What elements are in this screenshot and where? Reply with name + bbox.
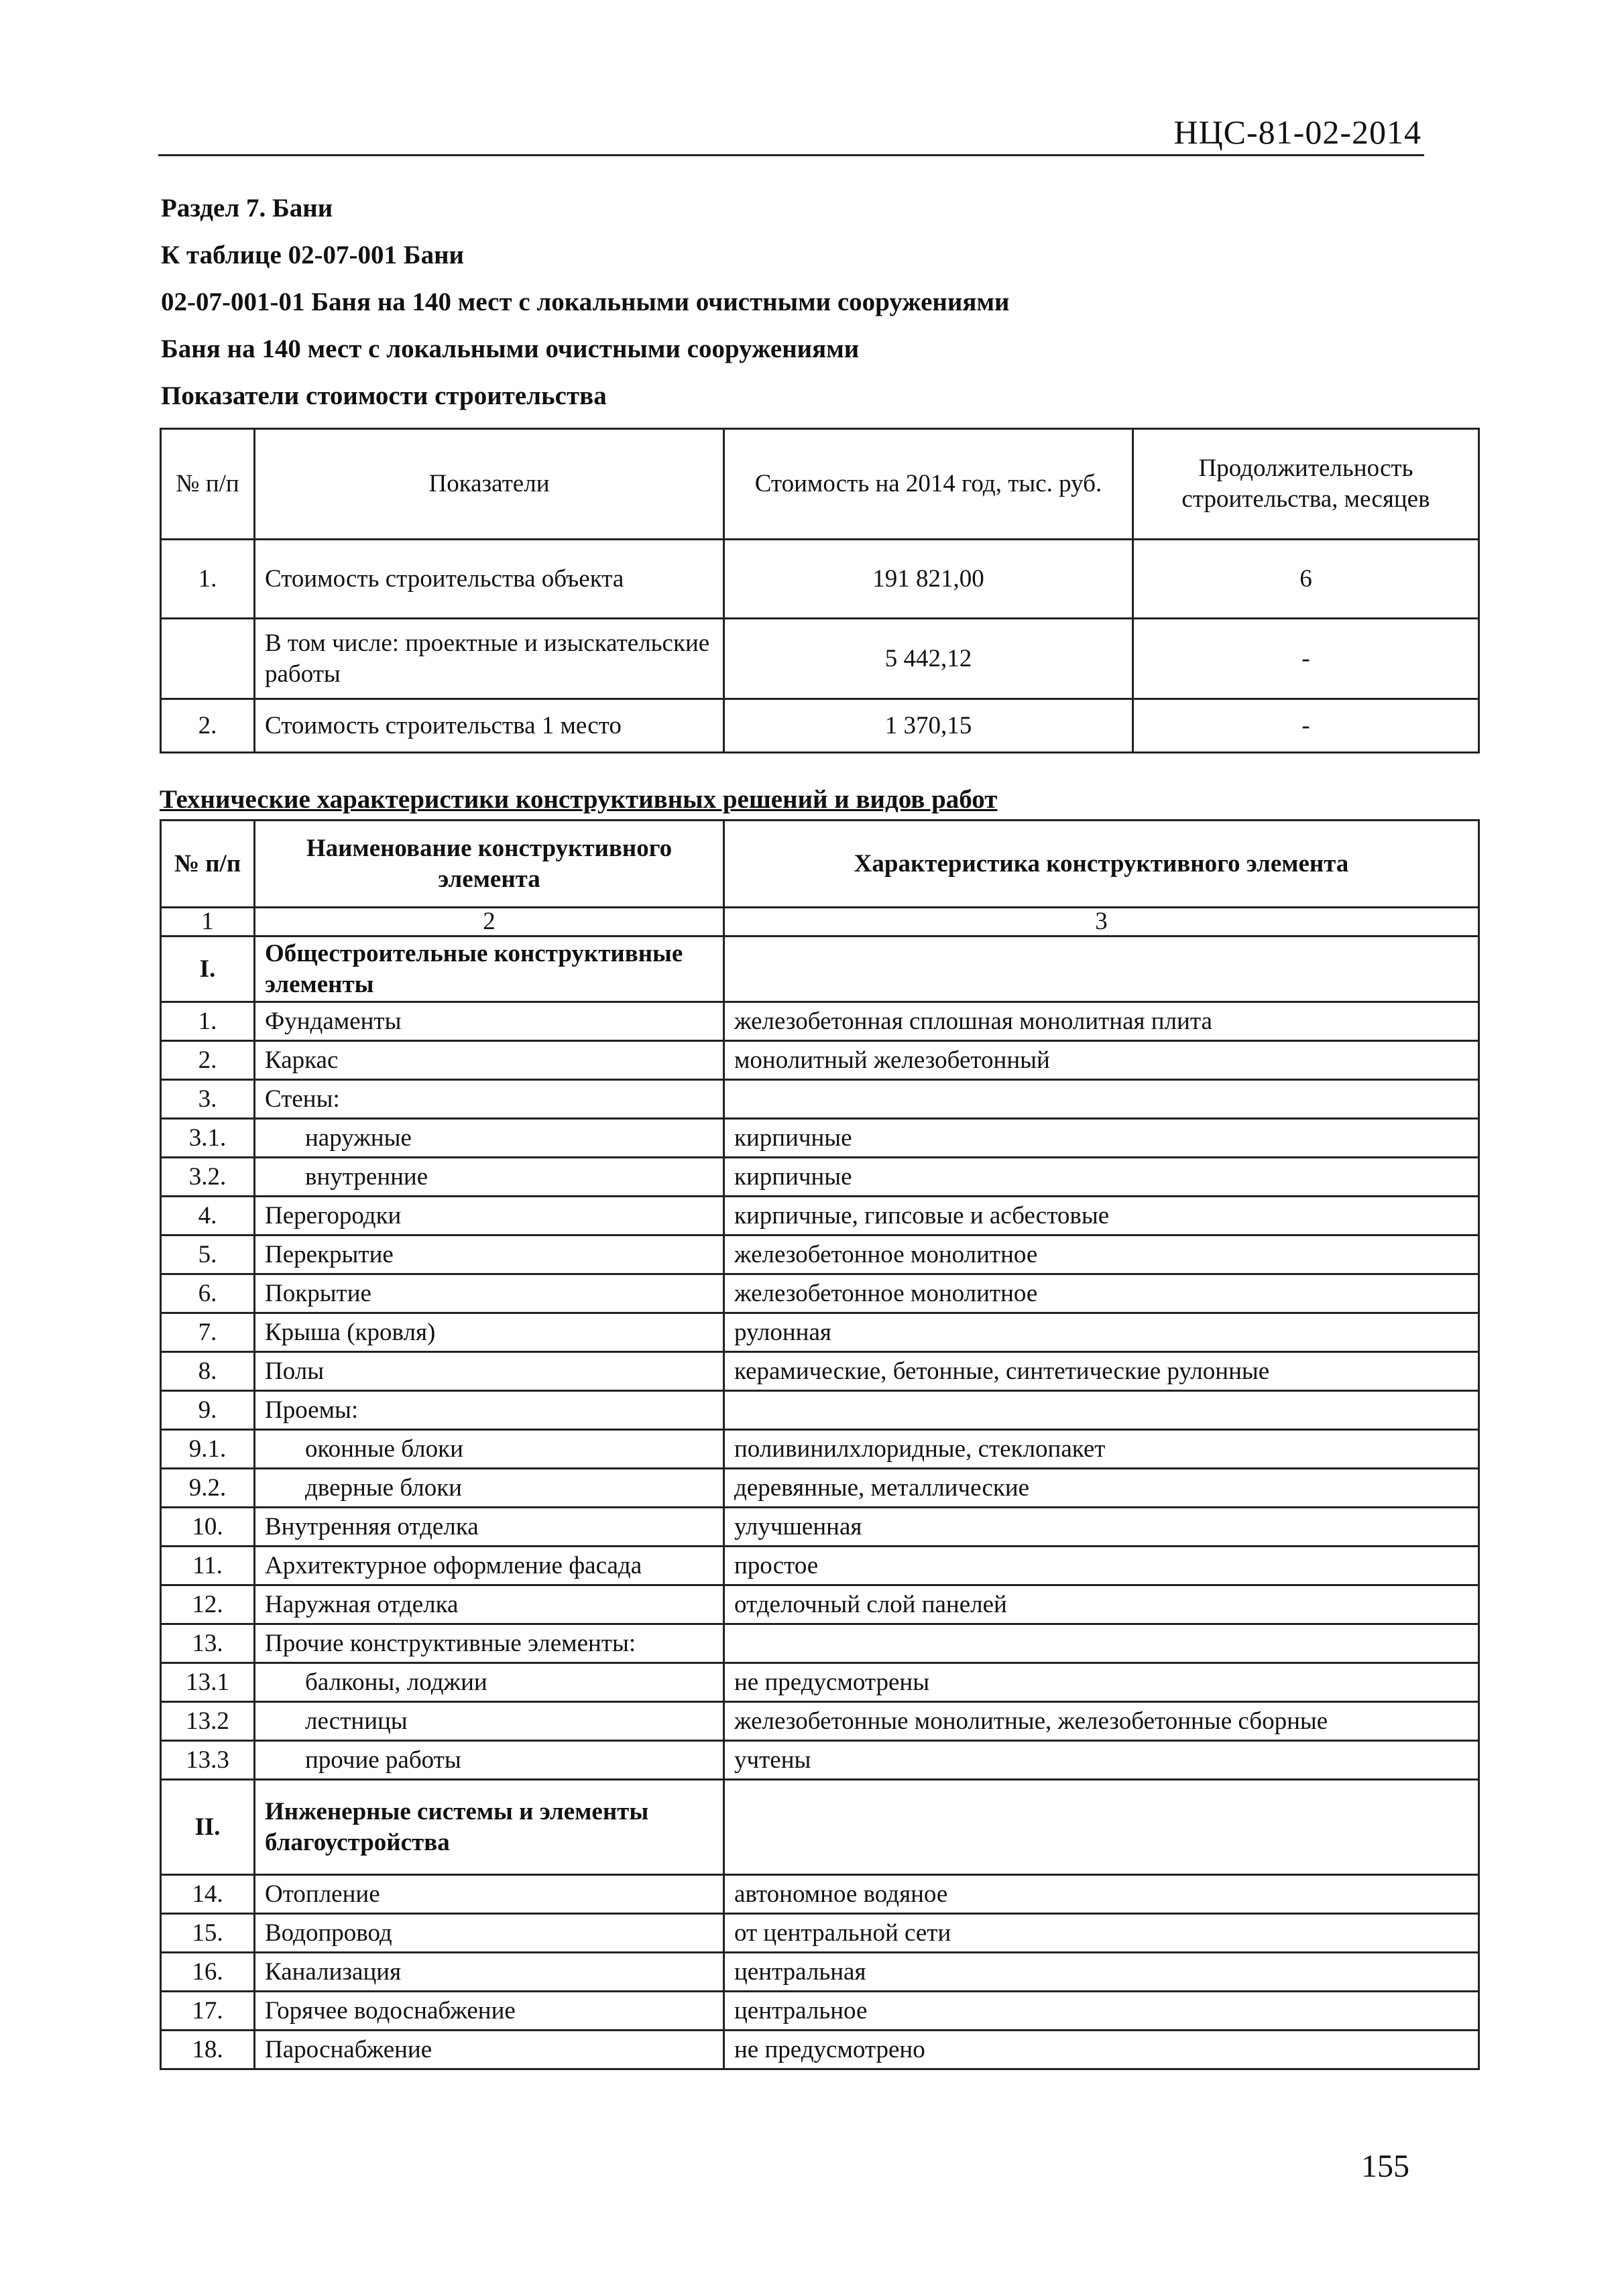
tech-row-number: 13.2 xyxy=(161,1702,255,1741)
tech-row-element: Перекрытие xyxy=(255,1235,724,1274)
tech-row-number: 3.2. xyxy=(161,1158,255,1197)
tech-characteristics-heading: Технические характеристики конструктивных решений и видов работ xyxy=(160,785,998,814)
tech-table-body xyxy=(161,936,1479,2069)
tech-table-row xyxy=(161,1469,1479,1508)
tech-row-characteristic xyxy=(724,1624,1479,1663)
cost-row-cost: 191 821,00 xyxy=(724,540,1133,619)
tech-table-row xyxy=(161,1508,1479,1547)
tech-row-element: Водопровод xyxy=(255,1914,724,1953)
tech-row-characteristic: керамические, бетонные, синтетические рулонные xyxy=(724,1352,1479,1391)
tech-table-row xyxy=(161,1585,1479,1624)
tech-row-number: 14. xyxy=(161,1875,255,1914)
cost-header-duration: Продолжительность строительства, месяцев xyxy=(1133,429,1479,540)
column-number: 1 xyxy=(161,908,255,936)
tech-row-number: 13. xyxy=(161,1624,255,1663)
tech-row-number: 12. xyxy=(161,1585,255,1624)
tech-row-characteristic: поливинилхлоридные, стеклопакет xyxy=(724,1430,1479,1469)
tech-row-characteristic xyxy=(724,936,1479,1002)
tech-row-number: 9. xyxy=(161,1391,255,1430)
tech-row-characteristic xyxy=(724,1391,1479,1430)
tech-row-characteristic: центральное xyxy=(724,1992,1479,2031)
tech-row-characteristic: железобетонное монолитное xyxy=(724,1235,1479,1274)
cost-table-row xyxy=(161,619,1479,699)
tech-row-characteristic: отделочный слой панелей xyxy=(724,1585,1479,1624)
tech-header-number: № п/п xyxy=(161,821,255,908)
cost-row-number: 1. xyxy=(161,540,255,619)
tech-row-number: 11. xyxy=(161,1547,255,1585)
tech-column-number-row xyxy=(161,908,1479,936)
tech-row-element: Канализация xyxy=(255,1953,724,1992)
tech-table-row xyxy=(161,2031,1479,2069)
cost-row-cost: 1 370,15 xyxy=(724,699,1133,753)
tech-row-element: Стены: xyxy=(255,1080,724,1119)
tech-table-row xyxy=(161,1992,1479,2031)
tech-table-row xyxy=(161,1430,1479,1469)
tech-table-row xyxy=(161,1663,1479,1702)
tech-row-characteristic: монолитный железобетонный xyxy=(724,1041,1479,1080)
tech-row-element: Общестроительные конструктивные элементы xyxy=(255,936,724,1002)
tech-row-characteristic: не предусмотрены xyxy=(724,1663,1479,1702)
tech-row-number: 17. xyxy=(161,1992,255,2031)
tech-row-element: Наружная отделка xyxy=(255,1585,724,1624)
cost-row-duration: - xyxy=(1133,699,1479,753)
tech-row-number: 3.1. xyxy=(161,1119,255,1158)
tech-row-element: Инженерные системы и элементы благоустройства xyxy=(255,1780,724,1875)
tech-table-row xyxy=(161,1274,1479,1313)
tech-row-element: Каркас xyxy=(255,1041,724,1080)
tech-row-number: 9.2. xyxy=(161,1469,255,1508)
tech-row-element: внутренние xyxy=(255,1158,724,1197)
tech-row-characteristic xyxy=(724,1780,1479,1875)
tech-row-number: 4. xyxy=(161,1197,255,1235)
tech-row-number: 10. xyxy=(161,1508,255,1547)
object-heading: Баня на 140 мест с локальными очистными сооружениями xyxy=(161,335,860,363)
tech-row-characteristic: железобетонная сплошная монолитная плита xyxy=(724,1002,1479,1041)
tech-table-row xyxy=(161,1158,1479,1197)
tech-table-row xyxy=(161,1080,1479,1119)
tech-row-characteristic: железобетонные монолитные, железобетонные сборные xyxy=(724,1702,1479,1741)
document-code: НЦС-81-02-2014 xyxy=(1173,113,1422,151)
tech-row-element: прочие работы xyxy=(255,1741,724,1780)
cost-row-name: Стоимость строительства 1 место xyxy=(255,699,724,753)
tech-row-characteristic: кирпичные, гипсовые и асбестовые xyxy=(724,1197,1479,1235)
tech-table-row xyxy=(161,1702,1479,1741)
cost-header-indicator: Показатели xyxy=(255,429,724,540)
tech-row-element: Полы xyxy=(255,1352,724,1391)
tech-row-characteristic: улучшенная xyxy=(724,1508,1479,1547)
tech-row-characteristic: автономное водяное xyxy=(724,1875,1479,1914)
tech-table-row xyxy=(161,1875,1479,1914)
tech-table-row xyxy=(161,1914,1479,1953)
tech-row-number: I. xyxy=(161,936,255,1002)
tech-row-characteristic: не предусмотрено xyxy=(724,2031,1479,2069)
tech-row-number: 2. xyxy=(161,1041,255,1080)
tech-row-element: Крыша (кровля) xyxy=(255,1313,724,1352)
tech-header-characteristic: Характеристика конструктивного элемента xyxy=(724,821,1479,908)
item-code-heading: 02-07-001-01 Баня на 140 мест с локальными очистными сооружениями xyxy=(161,288,1010,316)
cost-table-row xyxy=(161,699,1479,753)
tech-row-element: дверные блоки xyxy=(255,1469,724,1508)
tech-table-row xyxy=(161,1741,1479,1780)
cost-row-duration: 6 xyxy=(1133,540,1479,619)
tech-row-element: балконы, лоджии xyxy=(255,1663,724,1702)
tech-row-number: 13.3 xyxy=(161,1741,255,1780)
tech-row-number: 3. xyxy=(161,1080,255,1119)
cost-row-duration: - xyxy=(1133,619,1479,699)
cost-row-name: Стоимость строительства объекта xyxy=(255,540,724,619)
tech-table-row xyxy=(161,1953,1479,1992)
tech-row-number: 8. xyxy=(161,1352,255,1391)
tech-table-row xyxy=(161,1041,1479,1080)
tech-row-number: 7. xyxy=(161,1313,255,1352)
column-number: 2 xyxy=(255,908,724,936)
tech-row-number: 15. xyxy=(161,1914,255,1953)
tech-row-element: Горячее водоснабжение xyxy=(255,1992,724,2031)
tech-row-characteristic: кирпичные xyxy=(724,1119,1479,1158)
tech-row-characteristic xyxy=(724,1080,1479,1119)
table-reference-heading: К таблице 02-07-001 Бани xyxy=(161,241,465,269)
tech-row-element: оконные блоки xyxy=(255,1430,724,1469)
tech-row-number: 5. xyxy=(161,1235,255,1274)
tech-table-row xyxy=(161,1547,1479,1585)
tech-row-element: Фундаменты xyxy=(255,1002,724,1041)
cost-row-cost: 5 442,12 xyxy=(724,619,1133,699)
tech-characteristics-table xyxy=(160,819,1480,2070)
tech-row-number: 16. xyxy=(161,1953,255,1992)
tech-table-header-row xyxy=(161,821,1479,908)
cost-row-number xyxy=(161,619,255,699)
cost-header-cost: Стоимость на 2014 год, тыс. руб. xyxy=(724,429,1133,540)
tech-row-element: наружные xyxy=(255,1119,724,1158)
cost-row-name: В том числе: проектные и изыскательские работы xyxy=(255,619,724,699)
tech-row-element: Перегородки xyxy=(255,1197,724,1235)
tech-row-element: Архитектурное оформление фасада xyxy=(255,1547,724,1585)
page-number: 155 xyxy=(1361,2149,1409,2184)
cost-row-number: 2. xyxy=(161,699,255,753)
cost-indicators-table xyxy=(160,428,1480,753)
tech-row-number: 6. xyxy=(161,1274,255,1313)
tech-row-element: лестницы xyxy=(255,1702,724,1741)
tech-row-number: 18. xyxy=(161,2031,255,2069)
cost-indicators-heading: Показатели стоимости строительства xyxy=(161,381,607,410)
tech-row-element: Проемы: xyxy=(255,1391,724,1430)
tech-row-characteristic: центральная xyxy=(724,1953,1479,1992)
tech-table-row xyxy=(161,1235,1479,1274)
tech-table-row xyxy=(161,1780,1479,1875)
tech-row-element: Покрытие xyxy=(255,1274,724,1313)
cost-table-row xyxy=(161,540,1479,619)
section-heading: Раздел 7. Бани xyxy=(161,194,333,223)
tech-row-element: Пароснабжение xyxy=(255,2031,724,2069)
tech-table-row xyxy=(161,1002,1479,1041)
tech-row-number: 9.1. xyxy=(161,1430,255,1469)
cost-header-number: № п/п xyxy=(161,429,255,540)
tech-row-element: Прочие конструктивные элементы: xyxy=(255,1624,724,1663)
tech-table-row xyxy=(161,936,1479,1002)
tech-table-row xyxy=(161,1197,1479,1235)
tech-table-row xyxy=(161,1313,1479,1352)
column-number: 3 xyxy=(724,908,1479,936)
tech-header-element: Наименование конструктивного элемента xyxy=(255,821,724,908)
tech-row-characteristic: простое xyxy=(724,1547,1479,1585)
tech-row-element: Отопление xyxy=(255,1875,724,1914)
tech-table-row xyxy=(161,1391,1479,1430)
tech-row-characteristic: железобетонное монолитное xyxy=(724,1274,1479,1313)
tech-row-characteristic: деревянные, металлические xyxy=(724,1469,1479,1508)
header-rule xyxy=(158,154,1424,156)
tech-row-number: 1. xyxy=(161,1002,255,1041)
tech-row-characteristic: учтены xyxy=(724,1741,1479,1780)
tech-table-row xyxy=(161,1624,1479,1663)
tech-table-row xyxy=(161,1352,1479,1391)
tech-row-number: 13.1 xyxy=(161,1663,255,1702)
tech-row-characteristic: кирпичные xyxy=(724,1158,1479,1197)
tech-row-element: Внутренняя отделка xyxy=(255,1508,724,1547)
tech-row-characteristic: рулонная xyxy=(724,1313,1479,1352)
tech-row-characteristic: от центральной сети xyxy=(724,1914,1479,1953)
tech-row-number: II. xyxy=(161,1780,255,1875)
tech-table-row xyxy=(161,1119,1479,1158)
cost-table-header-row xyxy=(161,429,1479,540)
